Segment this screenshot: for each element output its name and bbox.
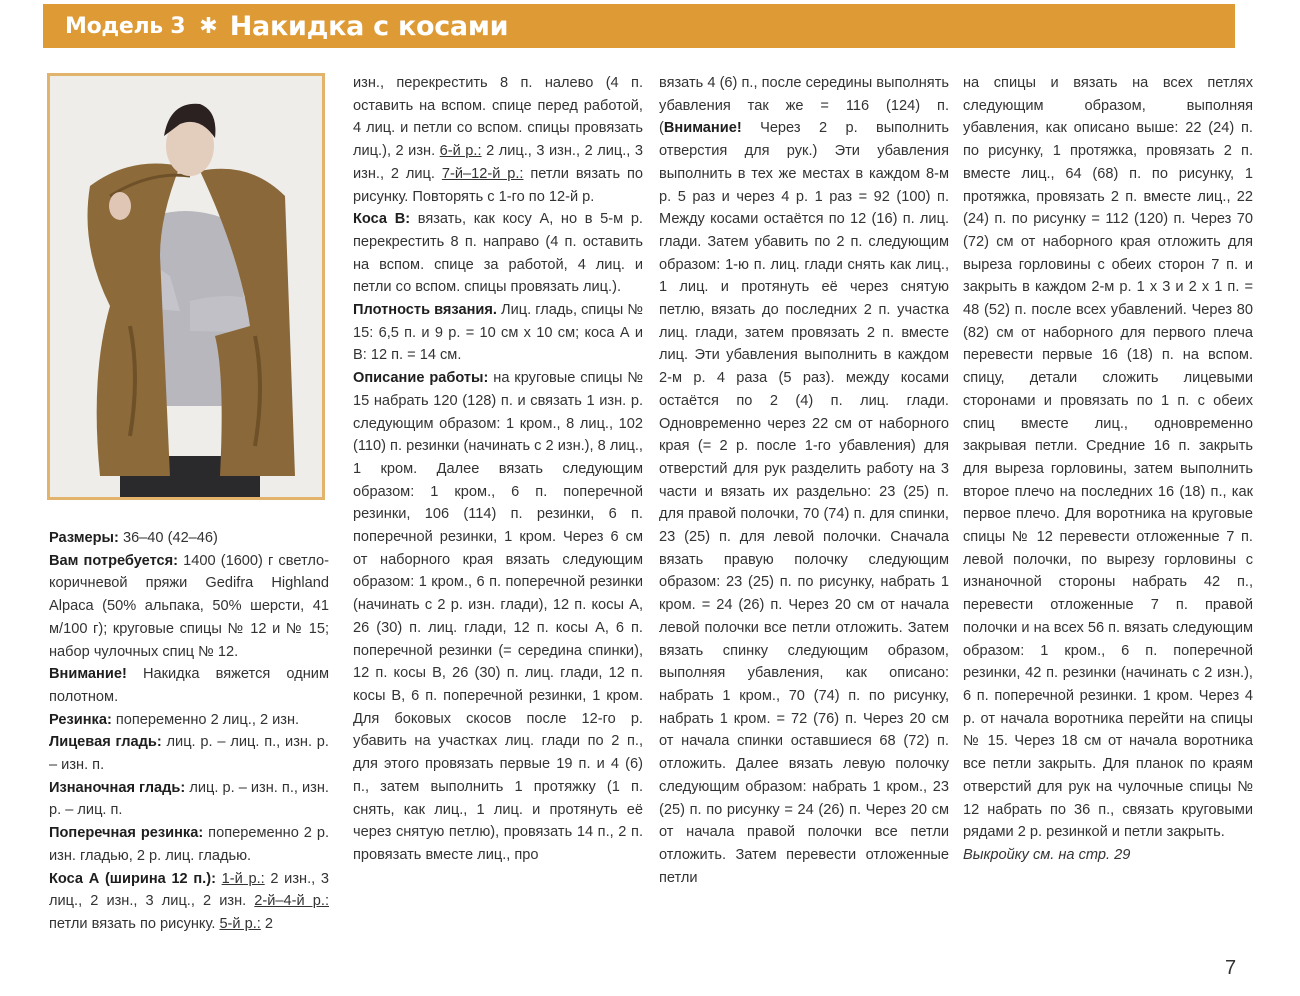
work-description-cont: вязать 4 (6) п., после середины выполнять убавления так же = 116 (124) п. (Внимание! Через 2 р. выполнить отверстия для рук.) Эти убавления выполнить в тех же местах в каждом 8-м р. 5 раз и через 4 р. 1 раз = 92 (100) п. Между косами остаётся по 12 (16) п. лиц. глади. Затем убавить по 2 п. следующим образом: 1-ю п. лиц. глади снять как лиц., 1 лиц. и протянуть её через снятую петлю, вязать до последних 2 п. участка лиц. глади, затем провязать 2 п. вместе лиц. Эти убавления выполнить в каждом 2-м р. 4 раза (5 раз). между косами остаётся по 2 (4) п. лиц. глади. Одновременно через 22 см от наборного края (= 2 р. после 1-го убавления) для отверстий для рук разделить работу на 3 части и вязать их раздельно: 23 (25) п. для правой полочки, 70 (74) п. для спинки, 23 (25) п. для левой полочки. Сначала вязать правую полочку следующим образом: 23 (25) п. по рисунку, набрать 1 кром. = 24 (26) п. Через 20 см от начала левой полочки все петли отложить. Затем вязать спинку следующим образом, выполняя убавления, как описано: набрать 1 кром., 70 (74) п. по рисунку, набрать 1 кром. = 72 (76) п. Через 20 см от начала спинки оставшиеся 68 (72) п. отложить. Далее вязать левую полочку следующим образом: набрать 1 кром., 23 (25) п. по рисунку = 24 (26) п. Через 20 см от начала правой полочки все петли отложить. Затем перевести отложенные петли xyxy=(659,75,949,886)
cable-a: Коса А (ширина 12 п.): 1-й р.: 2 изн., 3 лиц., 2 изн., 3 лиц., 2 изн. 2-й–4-й р.: петли вязать по рисунку. 5-й р.: 2 xyxy=(49,870,329,932)
column-2 xyxy=(353,72,643,867)
page-number: 7 xyxy=(1225,957,1237,979)
cable-a-cont: изн., перекрестить 8 п. налево (4 п. оставить на вспом. спице перед работой, 4 лиц. и петли со вспом. спицы провязать лиц.), 2 изн. 6-й р.: 2 лиц., 3 изн., 2 лиц., 3 изн., 2 лиц. 7-й–12-й р.: петли вязать по рисунку. Повторять с 1-го по 12-й р. xyxy=(353,75,643,205)
cable-b: Коса В: вязать, как косу А, но в 5-м р. перекрестить 8 п. направо (4 п. оставить на вспом. спице за работой, 4 лиц. и петли со вспом. спицы провязать лиц.). xyxy=(353,211,643,296)
model-label: Модель 3 xyxy=(65,13,186,39)
model-photo xyxy=(47,73,325,500)
column-4 xyxy=(963,72,1253,867)
page-title: Накидка с косами xyxy=(229,10,509,42)
title-banner xyxy=(43,4,1235,48)
column-3 xyxy=(659,72,949,889)
asterisk-icon: ✱ xyxy=(199,13,218,39)
rib-stitch: Резинка: попеременно 2 лиц., 2 изн. xyxy=(49,711,300,728)
sizes: Размеры: 36–40 (42–46) xyxy=(49,530,218,546)
work-description: Описание работы: на круговые спицы № 15 набрать 120 (128) п. и связать 1 изн. р. следующим образом: 1 кром., 8 лиц., 102 (110) п. резинки (начинать с 2 изн.), 8 лиц., 1 кром. Далее вязать следующим образом: 1 кром., 6 п. поперечной резинки, 106 (114) п. резинки, 6 п. поперечной резинки, 1 кром. Через 6 см от наборного края вязать следующим образом: 1 кром., 6 п. поперечной резинки (начинать с 2 р. изн. глади), 12 п. косы А, 26 (30) п. лиц. глади, 12 п. косы А, 6 п. поперечной резинки (= середина спинки), 12 п. косы В, 26 (30) п. лиц. глади, 12 п. косы В, 6 п. поперечной резинки, 1 кром. Для боковых скосов после 12-го р. убавить на участках лиц. глади по 2 п., для этого провязать первые 19 п. и 4 (6) п., затем выполнить 1 протяжку (1 п. снять, как лиц., 1 лиц. и протянуть её через снятую петлю), провязать 14 п., 2 п. провязать вместе лиц., про xyxy=(353,370,643,863)
stockinette-stitch: Лицевая гладь: лиц. р. – лиц. п., изн. р. – изн. п. xyxy=(49,734,329,774)
pattern-reference: Выкройку см. на стр. 29 xyxy=(963,846,1131,863)
reverse-stockinette: Изнаночная гладь: лиц. р. – изн. п., изн. р. – лиц. п. xyxy=(49,779,329,819)
column-1 xyxy=(49,527,329,936)
model-illustration xyxy=(50,76,322,497)
attention-note: Внимание! Накидка вяжется одним полотном. xyxy=(49,666,329,705)
work-description-end: на спицы и вязать на всех петлях следующим образом, выполняя убавления, как описано выше: 22 (24) п. по рисунку, 1 протяжка, провязать 2 п. вместе лиц., 64 (68) п. по рисунку, 1 протяжка, провязать 2 п. вместе лиц., 22 (24) п. по рисунку = 112 (120) п. Через 70 (72) см от наборного края отложить для выреза горловины с обеих сторон 7 п. и закрыть в каждом 2-м р. 1 х 3 и 2 х 1 п. = 48 (52) п. после всех убавлений. Через 80 (82) см от наборного для первого плеча перевести первые 16 (18) п. на вспом. спицу, детали сложить лицевыми сторонами и провязать по 1 п. с обеих спиц вместе лиц., одновременно закрывая петли. Средние 16 п. закрыть для выреза горловины, затем выполнить второе плечо на последних 16 (18) п., как первое плечо. Для воротника на круговые спицы № 12 перевести отложенные 7 п. левой полочки, по вырезу горловины с изнаночной стороны набрать 42 п., перевести отложенные 7 п. правой полочки и на всех 56 п. вязать следующим образом: 1 кром., 6 п. поперечной резинки, 42 п. резинки (начинать с 2 изн.), 6 п. поперечной резинки. 1 кром. Через 4 р. от начала воротника перейти на спицы № 15. Через 18 см от начала воротника все петли закрыть. Для планок по краям отверстий для рук на чулочные спицы № 12 набрать по 36 п., связать круговыми рядами 2 р. резинкой и петли закрыть. xyxy=(963,75,1254,841)
gauge: Плотность вязания. Лиц. гладь, спицы № 15: 6,5 п. и 9 р. = 10 см х 10 см; коса А и В: 12 п. = 14 см. xyxy=(353,302,644,364)
materials: Вам потребуется: 1400 (1600) г светло-коричневой пряжи Gedifra Highland Alpaca (50% альпака, 50% шерсти, 41 м/100 г); круговые спицы № 12 и № 15; набор чулочных спиц № 12. xyxy=(49,552,329,660)
cross-rib: Поперечная резинка: попеременно 2 р. изн. гладью, 2 р. лиц. гладью. xyxy=(49,825,329,864)
